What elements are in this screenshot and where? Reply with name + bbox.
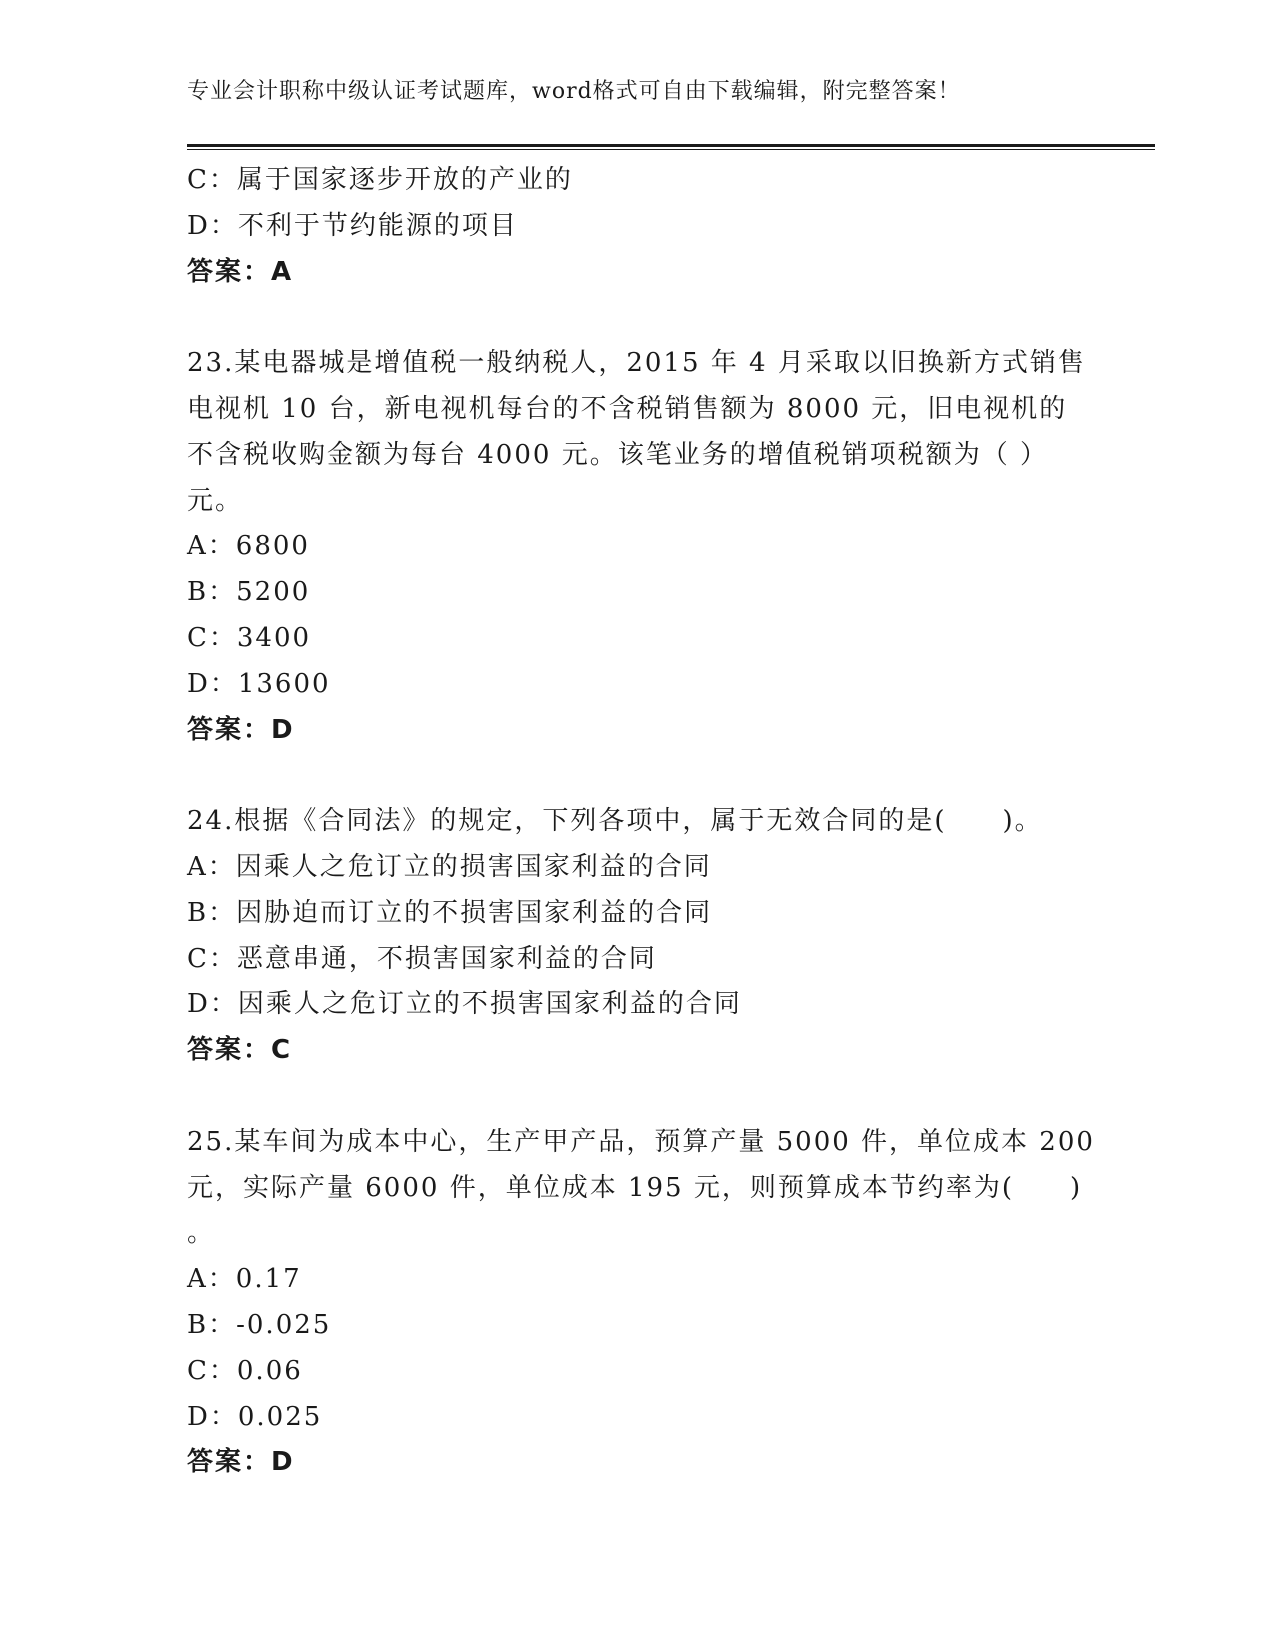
option-b: B：因胁迫而订立的不损害国家利益的合同 — [187, 897, 713, 928]
question-stem-line: 元。 — [187, 485, 244, 516]
question-stem-line: 电视机 10 台，新电视机每台的不含税销售额为 8000 元，旧电视机的 — [187, 393, 1068, 424]
question-22-tail — [187, 158, 1087, 295]
spacer — [187, 1074, 1087, 1120]
question-content — [187, 158, 1095, 1486]
option-c: C：恶意串通，不损害国家利益的合同 — [187, 943, 657, 974]
option-b: B：5200 — [187, 577, 311, 608]
answer-label: 答案：D — [187, 714, 295, 745]
spacer — [187, 295, 1087, 341]
option-c: C：属于国家逐步开放的产业的 — [187, 165, 573, 195]
question-23 — [187, 341, 1087, 753]
option-c: C：3400 — [187, 622, 312, 653]
option-d: D：0.025 — [187, 1401, 323, 1432]
answer-label: 答案：D — [187, 1447, 295, 1478]
option-d: D：不利于节约能源的项目 — [187, 210, 518, 241]
spacer — [187, 753, 1087, 799]
question-stem-line: 25.某车间为成本中心，生产甲产品，预算产量 5000 件，单位成本 200 — [187, 1126, 1095, 1157]
option-a: A：因乘人之危订立的损害国家利益的合同 — [187, 851, 712, 882]
header-rule-thin — [187, 149, 1155, 150]
option-d: D：因乘人之危订立的不损害国家利益的合同 — [187, 989, 742, 1020]
answer-label: 答案：C — [187, 1035, 293, 1066]
question-stem-line: 。 — [187, 1218, 216, 1249]
answer-label: 答案：A — [187, 256, 294, 287]
option-a: A：0.17 — [187, 1264, 302, 1295]
option-a: A：6800 — [187, 531, 310, 562]
header-rule-thick — [187, 144, 1155, 147]
question-stem-line: 24.根据《合同法》的规定，下列各项中，属于无效合同的是( )。 — [187, 806, 1043, 837]
question-stem-line: 元，实际产量 6000 件，单位成本 195 元，则预算成本节约率为( ) — [187, 1172, 1083, 1203]
question-stem-line: 23.某电器城是增值税一般纳税人，2015 年 4 月采取以旧换新方式销售 — [187, 348, 1086, 379]
question-25 — [187, 1120, 1095, 1486]
option-d: D：13600 — [187, 668, 331, 699]
option-c: C：0.06 — [187, 1355, 303, 1386]
question-24 — [187, 799, 1087, 1074]
question-stem-line: 不含税收购金额为每台 4000 元。该笔业务的增值税销项税额为（ ） — [187, 439, 1048, 470]
page-header: 专业会计职称中级认证考试题库，word格式可自由下载编辑，附完整答案！ — [187, 79, 961, 104]
option-b: B：-0.025 — [187, 1309, 332, 1340]
